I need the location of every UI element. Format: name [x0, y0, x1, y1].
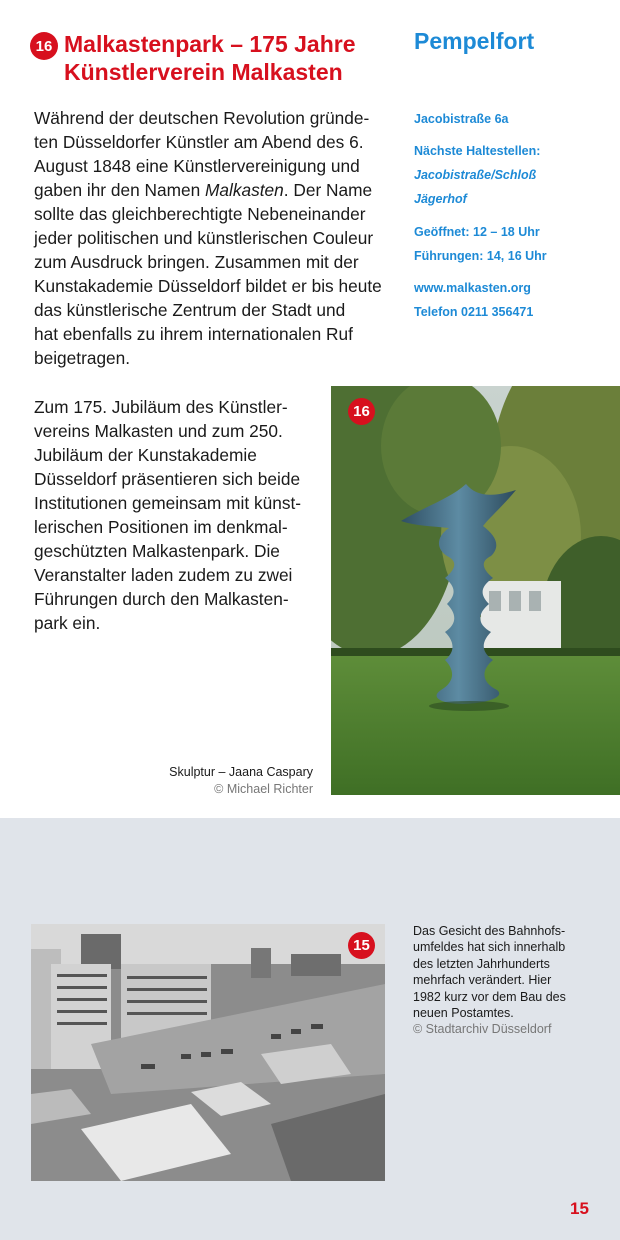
photo-number-badge: 15	[348, 932, 375, 959]
anniversary-paragraph	[34, 395, 324, 635]
stop-name: Jacobistraße/Schloß	[414, 168, 537, 182]
text-line: August 1848 eine Künstlervereinigung und	[34, 156, 360, 176]
emphasis-malkasten: Malkasten	[205, 180, 284, 200]
website-link[interactable]: www.malkasten.org	[414, 281, 531, 295]
caption-line: neuen Postamtes.	[413, 1006, 514, 1021]
sculpture-photo	[331, 386, 620, 795]
page-title	[64, 30, 404, 86]
text-line: Zum 175. Jubiläum des Künstler-	[34, 397, 288, 417]
info-hours	[414, 220, 547, 268]
stop-name: Jägerhof	[414, 192, 467, 206]
text-line: Kunstakademie Düsseldorf bildet er bis heute	[34, 276, 382, 296]
text-line: Jubiläum der Kunstakademie	[34, 445, 257, 465]
info-stops	[414, 139, 540, 211]
text-line: geschützten Malkastenpark. Die	[34, 541, 280, 561]
text-line: Während der deutschen Revolution gründe-	[34, 108, 370, 128]
caption-line: umfeldes hat sich innerhalb	[413, 940, 566, 955]
sculpture-illustration	[331, 386, 620, 795]
page-number: 15	[570, 1199, 589, 1218]
title-line: Künstlerverein Malkasten	[64, 59, 343, 85]
district-heading: Pempelfort	[414, 28, 535, 54]
phone-number: Telefon 0211 356471	[414, 305, 534, 319]
intro-paragraph	[34, 106, 394, 370]
location-number-badge: 16	[30, 32, 58, 60]
text-segment: . Der Name	[283, 180, 373, 200]
text-line: Düsseldorf präsentieren sich beide	[34, 469, 301, 489]
text-line: sollte das gleichberechtigte Nebeneinander	[34, 204, 366, 224]
text-line: vereins Malkasten und zum 250.	[34, 421, 283, 441]
opening-hours: Geöffnet: 12 – 18 Uhr	[414, 225, 540, 239]
caption-line: des letzten Jahrhunderts	[413, 956, 550, 971]
text-line: hat ebenfalls zu ihrem internationalen Ruf	[34, 324, 353, 344]
info-address	[414, 107, 509, 131]
address: Jacobistraße 6a	[414, 112, 509, 126]
text-line: jeder politischen und künstlerischen Couleur	[34, 228, 374, 248]
caption-line: Das Gesicht des Bahnhofs-	[413, 924, 566, 938]
text-line: lerischen Positionen im denkmal-	[34, 517, 288, 537]
historic-photo-caption	[413, 923, 603, 1038]
text-line: zum Ausdruck bringen. Zusammen mit der	[34, 252, 359, 272]
text-line: das künstlerische Zentrum der Stadt und	[34, 300, 346, 320]
text-line: beigetragen.	[34, 348, 131, 368]
caption-line: 1982 kurz vor dem Bau des	[413, 989, 566, 1004]
text-line	[34, 178, 394, 202]
text-segment: gaben ihr den Namen	[34, 180, 206, 200]
caption-line: mehrfach verändert. Hier	[413, 973, 552, 988]
photo-number-badge: 16	[348, 398, 375, 425]
text-line: Institutionen gemeinsam mit künst-	[34, 493, 302, 513]
text-line: park ein.	[34, 613, 101, 633]
historic-photo-illustration	[31, 924, 385, 1181]
stops-label: Nächste Haltestellen:	[414, 144, 541, 158]
historic-station-photo	[31, 924, 385, 1181]
photo-caption: Skulptur – Jaana Caspary	[169, 765, 313, 779]
photo-credit: © Michael Richter	[214, 782, 313, 796]
photo-credit: © Stadtarchiv Düsseldorf	[413, 1022, 552, 1037]
text-line: Führungen durch den Malkasten-	[34, 589, 289, 609]
title-line: Malkastenpark – 175 Jahre	[64, 31, 356, 57]
info-contact	[414, 276, 533, 324]
tour-times: Führungen: 14, 16 Uhr	[414, 249, 547, 263]
text-line: ten Düsseldorfer Künstler am Abend des 6.	[34, 132, 364, 152]
text-line: Veranstalter laden zudem zu zwei	[34, 565, 293, 585]
